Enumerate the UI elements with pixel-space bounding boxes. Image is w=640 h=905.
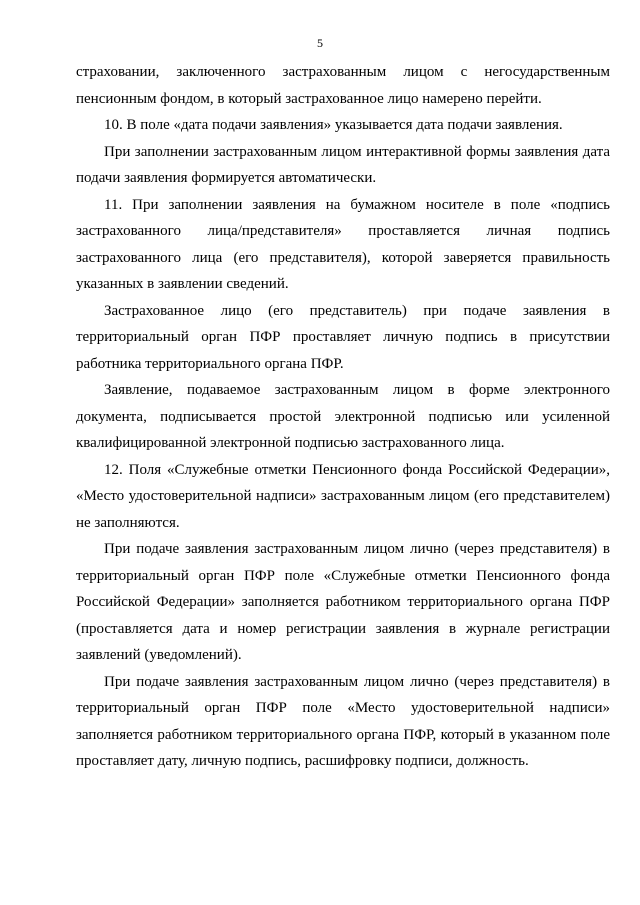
document-body: [76, 59, 610, 775]
paragraph-certification-place: При подаче заявления застрахованным лицом лично (через представителя) в территориальный орган ПФР поле «Место удостоверительной надписи» заполняется работником территориального органа ПФР, который в указанном поле проставляет дату, личную подпись, расшифровку подписи, должность.: [76, 673, 610, 769]
paragraph-service-notes: При подаче заявления застрахованным лицом лично (через представителя) в территориальный орган ПФР поле «Служебные отметки Пенсионного фонда Российской Федерации» заполняется работником территориального органа ПФР (проставляется дата и номер регистрации заявления в журнале регистрации заявлений (уведомлений).: [76, 541, 610, 663]
paragraph-item-11: 11. При заполнении заявления на бумажном носителе в поле «подпись застрахованного лица/представителя» проставляется личная подпись застрахованного лица (его представителя), которой заверяется правильность указанных в заявлении сведений.: [76, 196, 610, 292]
paragraph-continuation: страховании, заключенного застрахованным лицом с негосударственным пенсионным фондом, в который застрахованное лицо намерено перейти.: [76, 64, 610, 107]
paragraph-interactive-form-date: При заполнении застрахованным лицом интерактивной формы заявления дата подачи заявления формируется автоматически.: [76, 143, 610, 186]
paragraph-item-10: 10. В поле «дата подачи заявления» указывается дата подачи заявления.: [104, 117, 563, 133]
page-number: 5: [317, 36, 323, 50]
paragraph-electronic-signature: Заявление, подаваемое застрахованным лицом в форме электронного документа, подписывается простой электронной подписью или усиленной квалифицированной электронной подписью застрахованного лица.: [76, 382, 610, 451]
paragraph-item-12: 12. Поля «Служебные отметки Пенсионного фонда Российской Федерации», «Место удостоверительной надписи» застрахованным лицом (его представителем) не заполняются.: [76, 461, 610, 531]
paragraph-personal-signature: Застрахованное лицо (его представитель) при подаче заявления в территориальный орган ПФР проставляет личную подпись в присутствии работника территориального органа ПФР.: [76, 302, 610, 372]
